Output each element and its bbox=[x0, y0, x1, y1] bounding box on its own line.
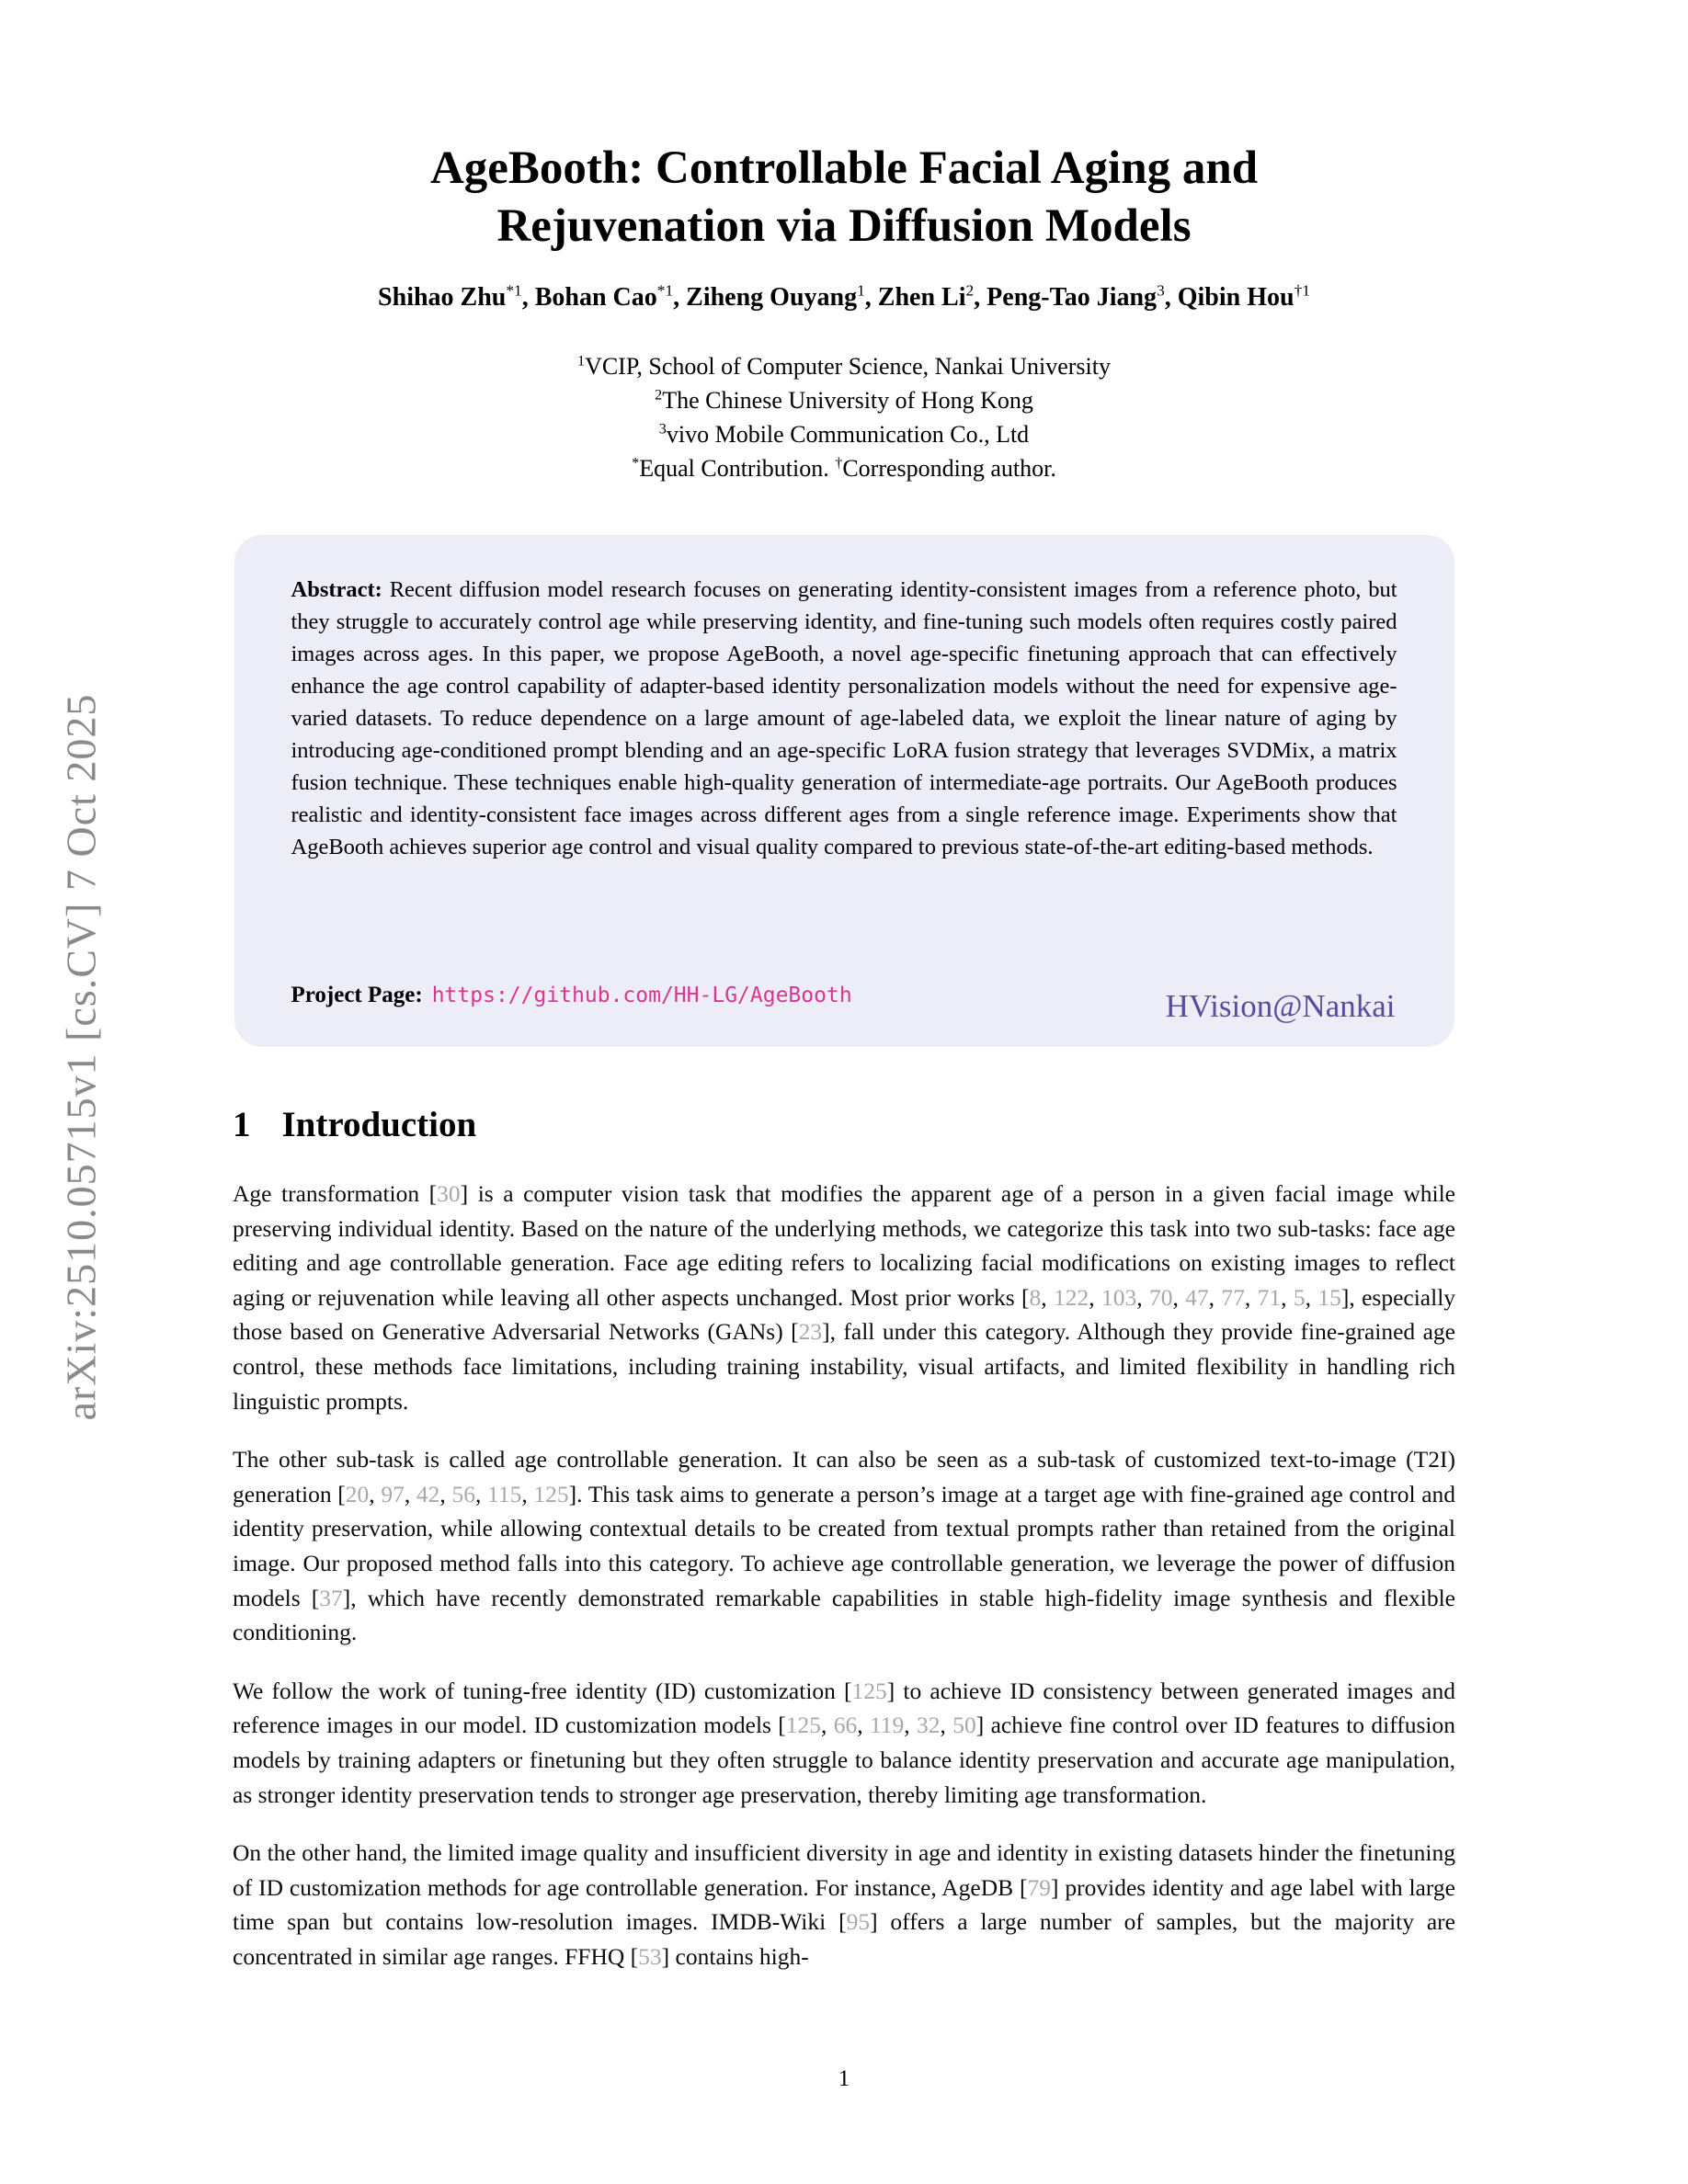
introduction-section bbox=[233, 1104, 1455, 1974]
citation-link[interactable]: 5 bbox=[1293, 1283, 1306, 1311]
citation-link[interactable]: 115 bbox=[487, 1480, 522, 1507]
page-footer bbox=[0, 2066, 1688, 2092]
citation-link[interactable]: 20 bbox=[345, 1480, 370, 1507]
citation-link[interactable]: 15 bbox=[1317, 1283, 1341, 1311]
intro-paragraph: The other sub-task is called age controllable generation. It can also be seen as a sub-task of customized text-to-image (T2I) generation [20, 97, 42, 56, 115, 125]. This task aims to generate a person’s image at a target age with fine-grained age control and identity preservation, while allowing contextual details to be created from textual prompts rather than retained from the original image. Our proposed method falls into this category. To achieve age controllable generation, we leverage the power of diffusion models [37], which have recently demonstrated remarkable capabilities in stable high-fidelity image synthesis and flexible conditioning. bbox=[233, 1446, 1456, 1646]
citation-link[interactable]: 97 bbox=[381, 1480, 405, 1507]
section-title: Introduction bbox=[281, 1105, 477, 1144]
section-heading-introduction bbox=[233, 1104, 1455, 1145]
superscript: † bbox=[835, 455, 843, 472]
superscript: 2 bbox=[655, 387, 663, 404]
superscript: 1 bbox=[857, 281, 865, 300]
superscript: *1 bbox=[506, 281, 522, 300]
intro-paragraph: Age transformation [30] is a computer vision task that modifies the apparent age of a person in a given facial image while preserving individual identity. Based on the nature of the underlying methods, we categorize this task into two sub-tasks: face age editing and age controllable generation. Face age editing refers to localizing facial modifications on existing images to reflect aging or rejuvenation while leaving all other aspects unchanged. Most prior works [8, 122, 103, 70, 47, 77, 71, 5, 15], especially those based on Generative Adversarial Networks (GANs) [23], fall under this category. Although they provide fine-grained age control, these methods face limitations, including training instability, visual artifacts, and limited flexibility in handling rich linguistic prompts. bbox=[233, 1180, 1456, 1415]
affiliation-line: $^3$vivo Mobile Communication Co., Ltd bbox=[658, 421, 1030, 448]
citation-link[interactable]: 103 bbox=[1101, 1283, 1137, 1311]
citation-link[interactable]: 125 bbox=[785, 1712, 822, 1739]
author-line: Shihao Zhu$^{*1}$, Bohan Cao$^{*1}$, Ziheng Ouyang$^1$, Zhen Li$^2$, Peng-Tao Jiang$^3$, Qibin Hou$^{\dagger 1}$ bbox=[378, 281, 1310, 312]
citation-link[interactable]: 42 bbox=[416, 1480, 440, 1507]
citation-link[interactable]: 30 bbox=[437, 1180, 461, 1207]
abstract-text: Abstract: Recent diffusion model research focuses on generating identity-consistent images from a reference photo, but they struggle to accurately control age while preserving identity, and fine-tuning such models often requires costly paired images across ages. In this paper, we propose AgeBooth, a novel age-specific finetuning approach that can effectively enhance the age control capability of adapter-based identity personalization models without the need for expensive age-varied datasets. To reduce dependence on a large amount of age-labeled data, we exploit the linear nature of aging by introducing age-conditioned prompt blending and an age-specific LoRA fusion strategy that leverages SVDMix, a matrix fusion technique. These techniques enable high-quality generation of intermediate-age portraits. Our AgeBooth produces realistic and identity-consistent face images across different ages from a single reference image. Experiments show that AgeBooth achieves superior age control and visual quality compared to previous state-of-the-art editing-based methods. bbox=[291, 577, 1397, 859]
project-page-link[interactable]: https://github.com/HH-LG/AgeBooth bbox=[431, 984, 852, 1007]
citation-link[interactable]: 32 bbox=[917, 1712, 941, 1739]
citation-link[interactable]: 95 bbox=[846, 1908, 871, 1936]
project-page-row bbox=[291, 983, 852, 1008]
superscript: 3 bbox=[1157, 281, 1165, 300]
citation-link[interactable]: 53 bbox=[638, 1942, 662, 1970]
citation-link[interactable]: 47 bbox=[1185, 1283, 1209, 1311]
abstract-box bbox=[234, 535, 1454, 1047]
citation-link[interactable]: 70 bbox=[1148, 1283, 1173, 1311]
page-number: 1 bbox=[838, 2066, 850, 2091]
paper-title-line1: AgeBooth: Controllable Facial Aging and bbox=[429, 142, 1259, 194]
intro-paragraph: On the other hand, the limited image quality and insufficient diversity in age and identity in existing datasets hinder the finetuning of ID customization methods for age controllable generation. For instance, AgeDB [79] provides identity and age label with large time span but contains low-resolution images. IMDB-Wiki [95] offers a large number of samples, but the majority are concentrated in similar age ranges. FFHQ [53] contains high- bbox=[233, 1839, 1455, 1970]
affiliations bbox=[0, 349, 1688, 485]
arxiv-watermark: arXiv:2510.05715v1 [cs.CV] 7 Oct 2025 bbox=[57, 693, 105, 1421]
superscript: * bbox=[632, 455, 640, 472]
citation-link[interactable]: 71 bbox=[1257, 1283, 1282, 1311]
citation-link[interactable]: 122 bbox=[1053, 1283, 1089, 1311]
bold-label: Abstract: bbox=[291, 577, 382, 602]
citation-link[interactable]: 77 bbox=[1221, 1283, 1245, 1311]
lab-badge: HVision@Nankai bbox=[1165, 988, 1396, 1024]
affiliation-line: $^2$The Chinese University of Hong Kong bbox=[655, 387, 1033, 414]
citation-link[interactable]: 79 bbox=[1027, 1873, 1052, 1901]
citation-link[interactable]: 50 bbox=[952, 1712, 976, 1739]
citation-link[interactable]: 125 bbox=[851, 1677, 887, 1704]
contribution-note: *Equal Contribution. †Corresponding author. bbox=[632, 455, 1056, 482]
citation-link[interactable]: 23 bbox=[798, 1318, 823, 1346]
project-page-label: Project Page: bbox=[291, 983, 423, 1007]
superscript: 1 bbox=[577, 353, 586, 370]
superscript: 2 bbox=[965, 281, 975, 300]
citation-link[interactable]: 66 bbox=[833, 1712, 858, 1739]
citation-link[interactable]: 8 bbox=[1029, 1283, 1042, 1311]
superscript: 3 bbox=[658, 421, 667, 438]
section-number: 1 bbox=[233, 1105, 251, 1144]
intro-paragraph: We follow the work of tuning-free identity (ID) customization [125] to achieve ID consistency between generated images and reference images in our model. ID customization models [125, 66, 119, 32, 50] achieve fine control over ID features to diffusion models by training adapters or finetuning but they often struggle to balance identity preservation and accurate age manipulation, as stronger identity preservation tends to stronger age preservation, thereby limiting age transformation. bbox=[233, 1677, 1456, 1808]
paper-title-line2: Rejuvenation via Diffusion Models bbox=[496, 200, 1192, 252]
citation-link[interactable]: 56 bbox=[451, 1480, 475, 1507]
citation-link[interactable]: 37 bbox=[319, 1584, 343, 1611]
superscript: †1 bbox=[1294, 281, 1310, 300]
superscript: *1 bbox=[656, 281, 674, 300]
citation-link[interactable]: 119 bbox=[869, 1712, 905, 1739]
paper-title bbox=[0, 140, 1688, 256]
citation-link[interactable]: 125 bbox=[533, 1480, 569, 1507]
affiliation-line: $^1$VCIP, School of Computer Science, Nankai University bbox=[577, 353, 1111, 380]
paper-header bbox=[0, 0, 1688, 485]
